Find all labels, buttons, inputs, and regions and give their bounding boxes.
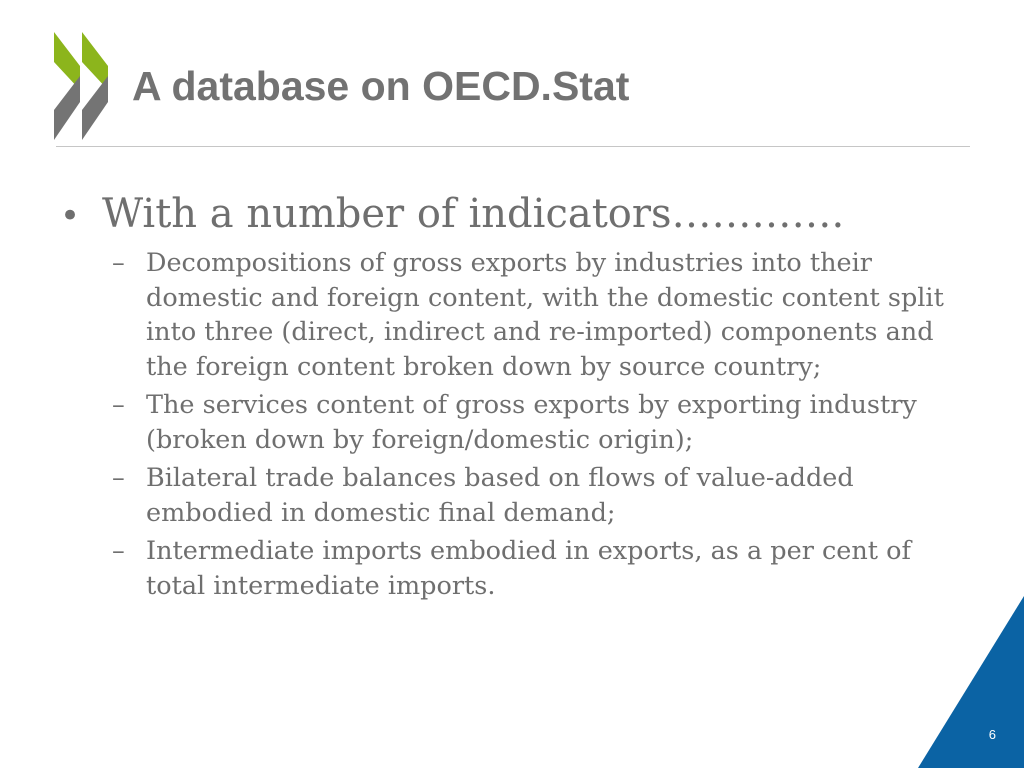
sub-bullet-item (112, 246, 956, 384)
sub-bullet-text: Intermediate imports embodied in exports, as a per cent of total intermediate imports. (146, 536, 911, 601)
page-number: 6 (988, 727, 996, 742)
main-bullet-text: With a number of indicators…………. (102, 191, 845, 237)
sub-bullet-item (112, 461, 956, 530)
corner-triangle-decoration (918, 596, 1024, 768)
en-dash-icon: – (112, 248, 125, 278)
sub-bullet-item (112, 388, 956, 457)
oecd-chevron-logo-icon (54, 32, 110, 140)
en-dash-icon: – (112, 463, 125, 493)
slide-body (56, 186, 956, 607)
en-dash-icon: – (112, 390, 125, 420)
sub-bullet-text: Decompositions of gross exports by industries into their domestic and foreign content, with the domestic content split into three (direct, indirect and re-imported) components and the foreign content broken down by source country; (146, 248, 944, 382)
sub-bullet-text: The services content of gross exports by exporting industry (broken down by foreign/domestic origin); (146, 390, 917, 455)
title-divider (56, 146, 970, 147)
sub-bullet-list (56, 246, 956, 603)
bullet-dot-icon: • (60, 196, 81, 236)
sub-bullet-text: Bilateral trade balances based on flows of value-added embodied in domestic final demand; (146, 463, 854, 528)
sub-bullet-item (112, 534, 956, 603)
en-dash-icon: – (112, 536, 125, 566)
slide-title: A database on OECD.Stat (132, 63, 630, 109)
main-bullet (56, 186, 956, 244)
